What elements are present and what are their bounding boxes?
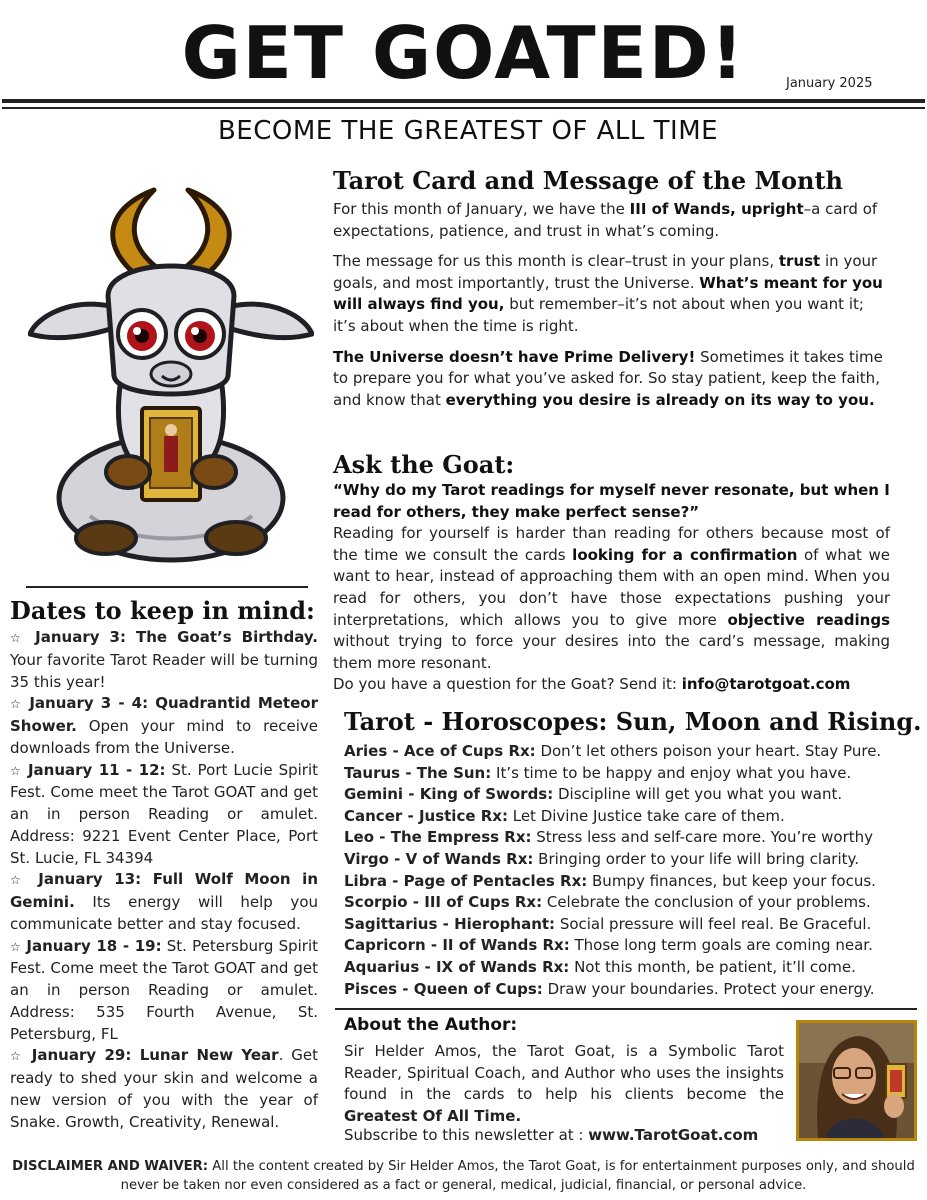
horoscope-row [344,979,904,1001]
horoscope-row [344,741,904,763]
tarot-text: The message for us this month is clear–trust in your plans, [333,252,779,271]
tarot-emphasis: What’s meant for you will always find you, [333,273,883,314]
answer-emphasis: looking for a confirmation [572,545,798,564]
issue-date: January 2025 [786,76,873,91]
horoscope-sign: Virgo - V of Wands Rx: [344,849,534,868]
horoscope-sign: Scorpio - III of Cups Rx: [344,893,543,912]
disclaimer-text: All the content created by Sir Helder Amos, the Tarot Goat, is for entertainment purposes only, and should never be taken nor even considered as a fact or general, medical, judicial, financial, or personal advice. [120,1159,915,1193]
answer-text: without trying to force your desires into the card’s message, making them more resonant. [333,632,890,672]
question-cta: Do you have a question for the Goat? Send it: [333,675,682,694]
horoscope-text: Bringing order to your life will bring clarity. [533,849,860,868]
date-item [10,869,318,935]
disclaimer-label: DISCLAIMER AND WAIVER: [12,1159,209,1174]
horoscope-row [344,892,904,914]
tarot-message-body [333,199,890,411]
tarot-emphasis: The Universe doesn’t have Prime Delivery! [333,347,696,366]
author-divider [335,1008,917,1010]
tarot-text: Sometimes it takes time to prepare you for what you’ve asked for. So stay patient, keep the faith, and know that [333,347,883,409]
horoscope-text: Draw your boundaries. Protect your energy. [542,979,875,998]
subscribe-text: Subscribe to this newsletter at : [344,1126,589,1144]
goat-mascot-illustration [28,186,314,578]
horoscope-sign: Capricorn - II of Wands Rx: [344,936,570,955]
answer-text: Reading for yourself is harder than reading for others because most of the time we consult the cards [333,524,890,564]
ask-goat-body [333,480,890,696]
horoscope-text: Stress less and self-care more. You’re worthy [531,828,873,847]
horoscope-text: It’s time to be happy and enjoy what you have. [491,763,852,782]
newsletter-title: GET GOATED! [181,11,746,95]
horoscope-text: Don’t let others poison your heart. Stay Pure. [535,742,882,760]
date-item [10,760,318,870]
star-icon: ☆ [10,939,22,954]
dates-heading: Dates to keep in mind: [10,596,315,625]
date-title: January 3: The Goat’s Birthday. [35,628,318,646]
date-title: January 13: Full Wolf Moon in Gemini. [10,870,318,911]
left-column-divider [26,586,308,588]
horoscope-row [344,957,904,979]
horoscope-sign: Aquarius - IX of Wands Rx: [344,957,570,976]
author-bio-text: Sir Helder Amos, the Tarot Goat, is a Symbolic Tarot Reader, Spiritual Coach, and Author who uses the insights found in the cards to help his clients become the [344,1042,784,1103]
date-text: . Get ready to shed your skin and welcome a new version of you with the year of Snake. Growth, Creativity, Renewal. [10,1046,318,1131]
star-icon: ☆ [10,763,22,778]
tarot-text: but remember–it’s not about when you want it; it’s about when the time is right. [333,295,864,335]
horoscope-sign: Leo - The Empress Rx: [344,828,532,847]
star-icon: ☆ [10,873,28,888]
date-item [10,627,318,693]
tarot-text: in your goals, and most importantly, trust the Universe. [333,252,878,292]
horoscope-row [344,914,904,936]
date-text: Its energy will help you communicate better and stay focused. [10,893,318,933]
answer-emphasis: objective readings [727,610,890,629]
horoscope-text: Discipline will get you what you want. [553,785,843,804]
date-title: January 11 - 12: [27,760,166,779]
star-icon: ☆ [10,631,26,645]
horoscope-text: Celebrate the conclusion of your problems. [542,893,871,912]
disclaimer [8,1157,919,1195]
horoscope-text: Bumpy finances, but keep your focus. [587,871,876,890]
tarot-message-heading: Tarot Card and Message of the Month [333,166,843,195]
horoscope-row [344,871,904,893]
horoscope-row [344,935,904,957]
horoscope-sign: Sagittarius - Hierophant: [344,914,556,933]
date-text: St. Petersburg Spirit Fest. Come meet the Tarot GOAT and get an in person Reading or amulet. Address: 535 Fourth Avenue, St. Petersburg, FL [10,936,319,1043]
date-item [10,936,318,1046]
header-divider-thick [2,99,925,103]
tarot-text: For this month of January, we have the [333,200,630,218]
tarot-emphasis: everything you desire is already on its way to you. [445,390,875,409]
tarot-card-name: III of Wands, upright [629,200,804,218]
horoscope-sign: Cancer - Justice Rx: [344,806,508,825]
tarot-emphasis: trust [778,252,821,271]
subscribe-link[interactable]: www.TarotGoat.com [588,1126,759,1144]
date-item [10,1045,318,1133]
horoscope-list [344,741,904,1000]
about-author-heading: About the Author: [344,1015,518,1035]
header-divider-thin [2,107,925,109]
horoscope-row [344,784,904,806]
tagline: BECOME THE GREATEST OF ALL TIME [217,116,719,146]
answer-text: of what we want to hear, instead of approaching them with an open mind. When you read for others, you don’t have those expectations pushing your interpretations, which allows you to give more [333,545,890,629]
date-text: Your favorite Tarot Reader will be turning 35 this year! [10,650,318,691]
horoscope-text: Those long term goals are coming near. [569,936,873,955]
horoscope-row [344,806,904,828]
horoscope-text: Let Divine Justice take care of them. [507,806,785,825]
date-title: January 3 - 4: Quadrantid Meteor Shower. [10,694,318,735]
horoscope-sign: Gemini - King of Swords: [344,785,554,804]
subscribe-line [344,1126,758,1144]
horoscopes-heading: Tarot - Horoscopes: Sun, Moon and Rising. [344,707,922,736]
horoscope-text: Social pressure will feel real. Be Graceful. [555,914,872,933]
horoscope-row [344,763,904,785]
date-item [10,693,318,759]
contact-email-link[interactable]: info@tarotgoat.com [681,675,851,694]
author-bio [344,1041,784,1127]
ask-goat-heading: Ask the Goat: [333,450,515,479]
reader-question: “Why do my Tarot readings for myself never resonate, but when I read for others, they make perfect sense?” [333,481,890,521]
horoscope-row [344,827,904,849]
dates-list [10,627,318,1133]
horoscope-row [344,849,904,871]
horoscope-sign: Pisces - Queen of Cups: [344,979,543,998]
horoscope-sign: Aries - Ace of Cups Rx: [344,742,536,760]
date-text: St. Port Lucie Spirit Fest. Come meet the Tarot GOAT and get an in person Reading or amulet. Address: 9221 Event Center Place, Port St. Lucie, FL 34394 [10,760,318,867]
horoscope-text: Not this month, be patient, it’ll come. [569,957,856,976]
date-title: January 18 - 19: [26,936,162,955]
author-photo [796,1020,917,1141]
author-bio-emphasis: Greatest Of All Time. [344,1106,522,1125]
star-icon: ☆ [10,697,23,712]
star-icon: ☆ [10,1049,24,1064]
horoscope-sign: Libra - Page of Pentacles Rx: [344,871,588,890]
tarot-text: –a card of expectations, patience, and trust in what’s coming. [333,200,878,240]
date-text: Open your mind to receive downloads from the Universe. [10,717,318,757]
date-title: January 29: Lunar New Year [31,1046,279,1065]
horoscope-sign: Taurus - The Sun: [344,763,492,782]
